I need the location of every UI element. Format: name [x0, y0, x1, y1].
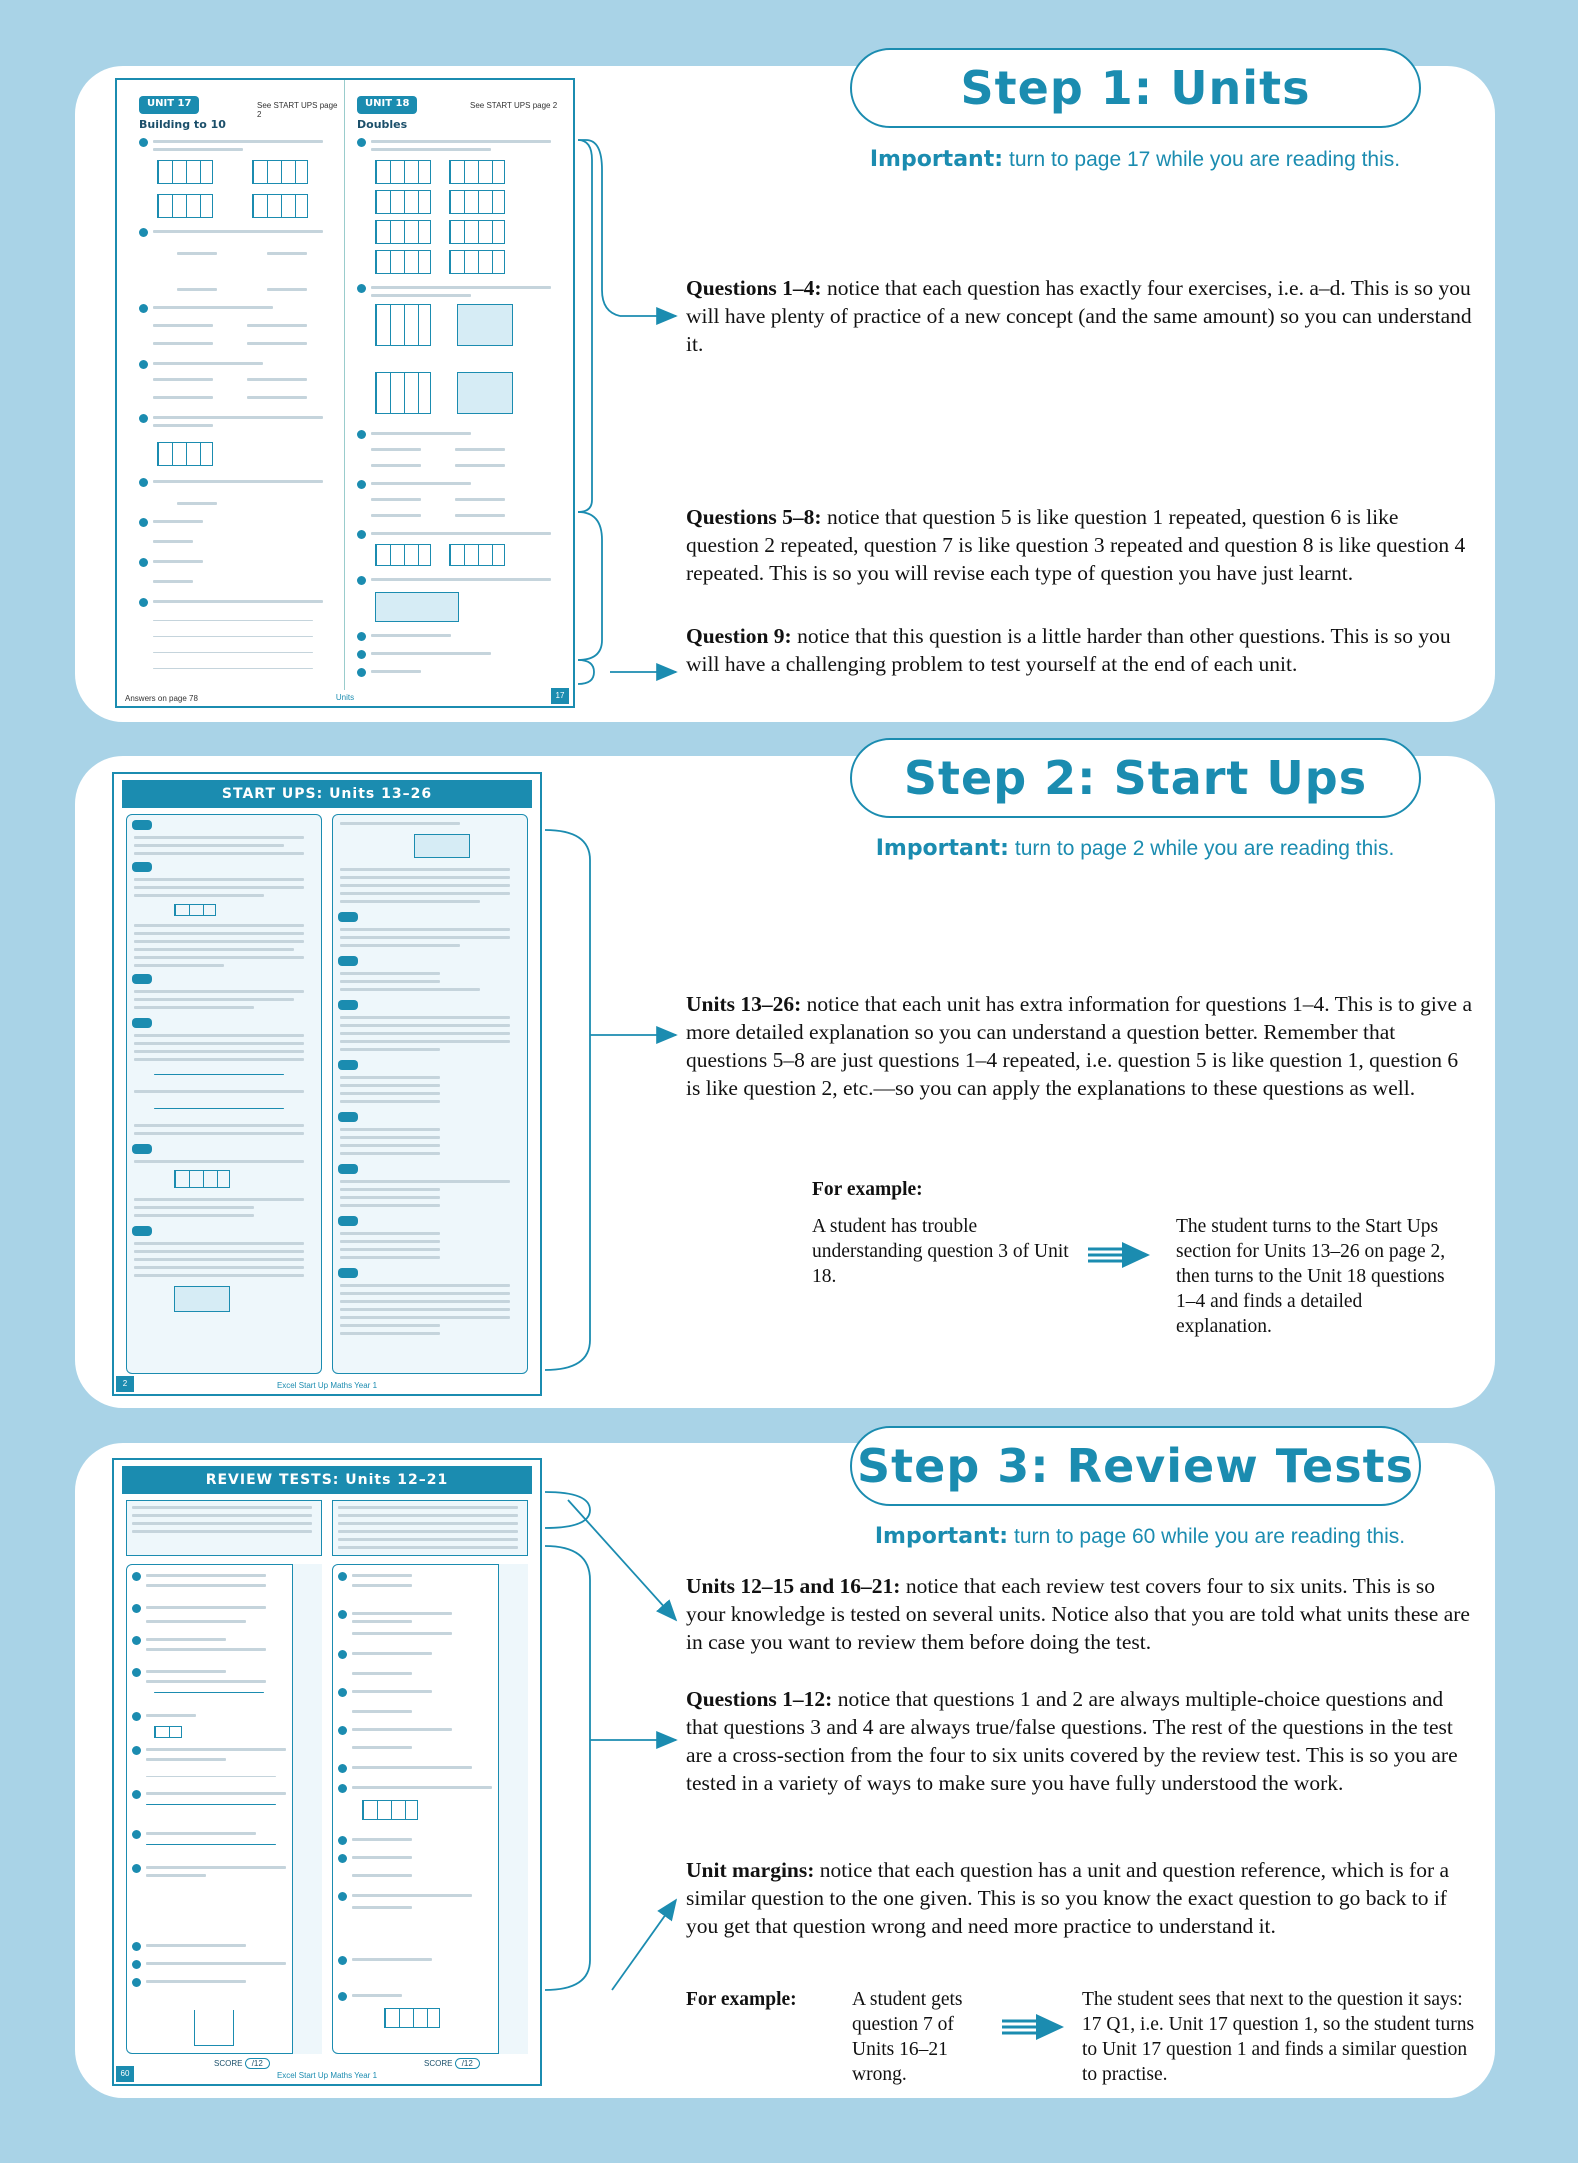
- margins-text: notice that each question has a unit and question reference, which is for a similar question to the one given. This is so you know the exact question to go back to if you get that question wrong and need more practice to understand it.: [686, 1858, 1450, 1938]
- q112-label: Questions 1–12:: [686, 1687, 833, 1711]
- step2-title: Step 2: Start Ups: [850, 738, 1421, 818]
- units-label: Units 12–15 and 16–21:: [686, 1574, 901, 1598]
- startups-footer: Excel Start Up Maths Year 1: [276, 1381, 378, 1390]
- score-right-label: SCORE: [424, 2059, 453, 2068]
- units-text: notice that each review test covers four to six units. This is so your knowledge is tested on several units. Notice also that you are told what units these are in case you want to review them before doing the test.: [686, 1574, 1470, 1654]
- step2-example-right: The student turns to the Start Ups section for Units 13–26 on page 2, then turns to the Unit 18 questions 1–4 and finds a detailed explanation.: [1176, 1216, 1446, 1337]
- bracket-review-units: [545, 1492, 590, 1528]
- step3-important-text: turn to page 60 while you are reading this.: [1014, 1525, 1406, 1548]
- page-number: 17: [551, 688, 569, 704]
- step1-important-label: Important:: [869, 147, 1004, 172]
- bracket-q14: [578, 140, 592, 512]
- step1-important-text: turn to page 17 while you are reading this.: [1009, 148, 1401, 171]
- q14-text: notice that each question has exactly four exercises, i.e. a–d. This is so you will have plenty of practice of a new concept (and the same amount) so you can understand it.: [686, 276, 1472, 356]
- step2-important-label: Important:: [875, 836, 1009, 861]
- score-left-label: SCORE: [214, 2059, 243, 2068]
- unit17-tag: UNIT 17: [139, 96, 199, 114]
- step3-example-label: For example:: [686, 1989, 797, 2010]
- bracket-startups: [545, 830, 590, 1370]
- q58-label: Questions 5–8:: [686, 505, 822, 529]
- unit18-title: Doubles: [357, 118, 408, 131]
- margins-label: Unit margins:: [686, 1858, 815, 1882]
- answers-ref: Answers on page 78: [125, 694, 198, 703]
- step3-example-right: The student sees that next to the question it says: 17 Q1, i.e. Unit 17 question 1, so the student turns to Unit 17 question 1 and finds a similar question to practise.: [1082, 1989, 1475, 2085]
- step3-important-label: Important:: [874, 1524, 1009, 1549]
- q14-label: Questions 1–4:: [686, 276, 822, 300]
- unit17-ref: See START UPS page 2: [257, 101, 338, 119]
- bracket-review-q: [545, 1546, 590, 1990]
- step3-title: Step 3: Review Tests: [850, 1426, 1421, 1506]
- step2-example-label: For example:: [812, 1179, 923, 1200]
- step3-example-left: A student gets question 7 of Units 16–21 wrong.: [852, 1989, 963, 2085]
- q58-text: notice that question 5 is like question 1 repeated, question 6 is like question 2 repeated, question 7 is like question 3 repeated and question 8 is like question 4 repeated. This is so you will revise each type of question you have just learnt.: [686, 505, 1466, 585]
- review-footer: Excel Start Up Maths Year 1: [276, 2071, 378, 2080]
- review-header: REVIEW TESTS: Units 12–21: [122, 1466, 532, 1494]
- units-text: notice that each unit has extra information for questions 1–4. This is to give a more detailed explanation so you can understand a question better. Remember that questions 5–8 are just questions 1–4 repeated, i.e. question 5 is like question 1, question 6 is like question 2, etc.—so you can apply the explanations to these questions as well.: [686, 992, 1473, 1100]
- footer-label: Units: [335, 693, 355, 702]
- q112-text: notice that questions 1 and 2 are always multiple-choice questions and that questions 3 and 4 are always true/false questions. The rest of the questions in the test are a cross-section from the four to six units covered by the review test. This is so you are tested in a variety of ways to make sure you have fully understood the work.: [686, 1687, 1458, 1795]
- unit17-title: Building to 10: [139, 118, 226, 131]
- score-left-value: /12: [245, 2058, 270, 2069]
- bracket-q14-outer: [578, 140, 620, 316]
- startups-header: START UPS: Units 13–26: [122, 780, 532, 808]
- review-page-number: 60: [116, 2066, 134, 2082]
- startups-page-number: 2: [116, 1376, 134, 1392]
- arrow-review-margins: [612, 1900, 676, 1990]
- step2-important-text: turn to page 2 while you are reading this.: [1014, 837, 1395, 860]
- unit18-tag: UNIT 18: [357, 96, 417, 114]
- step1-title: Step 1: Units: [850, 48, 1421, 128]
- q9-text: notice that this question is a little harder than other questions. This is so you will have a challenging problem to test yourself at the end of each unit.: [686, 624, 1451, 676]
- q9-label: Question 9:: [686, 624, 792, 648]
- unit18-ref: See START UPS page 2: [470, 101, 558, 110]
- units-label: Units 13–26:: [686, 992, 802, 1016]
- bracket-q58: [578, 512, 602, 660]
- score-right-value: /12: [455, 2058, 480, 2069]
- step2-example-left: A student has trouble understanding question 3 of Unit 18.: [812, 1216, 1069, 1287]
- bracket-q9: [578, 660, 594, 684]
